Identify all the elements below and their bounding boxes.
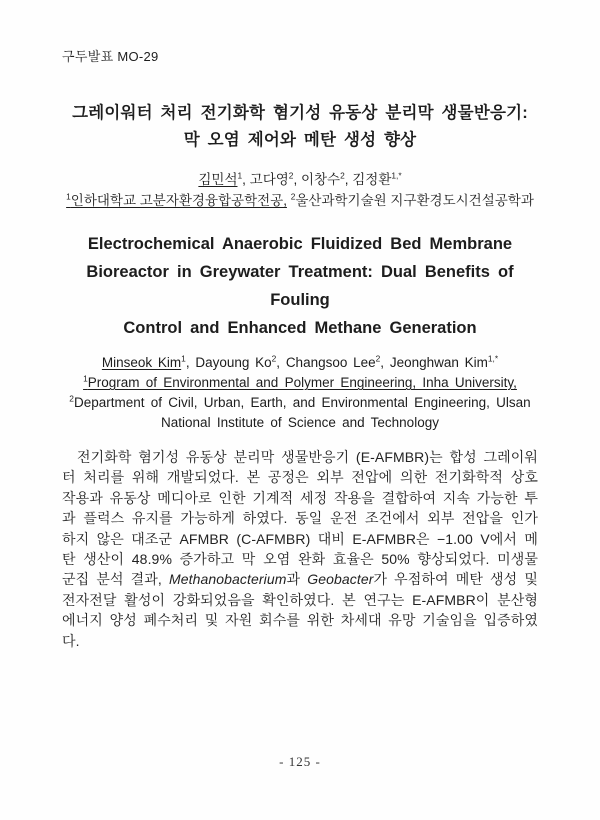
- presentation-code-label: 구두발표 MO-29: [62, 49, 159, 64]
- english-author-3: Changsoo Lee: [285, 355, 376, 370]
- korean-affiliation-2-text: 울산과학기술원 지구환경도시건설공학과: [295, 193, 534, 208]
- english-title-line2: Bioreactor in Greywater Treatment: Dual Benefits of Fouling: [86, 263, 514, 309]
- english-author-4-superscript: 1,*: [487, 353, 499, 364]
- genus-name-methanobacterium: Methanobacterium: [168, 571, 287, 588]
- abstract-text-1: 전기화학 혐기성 유동상 분리막 생물반응기 (E-AFMBR)는 합성 그레이워터 처리를 위해 개발되었다. 본 공정은 외부 전압에 의한 전기화학적 상호작용과 유동상 메디아로 인한 기계적 세정 작용을 결합하여 지속 가능한 투과 플럭스 유지를 가능하게 하였다. 동일 운전 조건에서 외부 전압을 인가하지 않은 대조군 AFMBR (C-AFMBR) 대비 E-AFMBR은 −1.00 V에서 메탄 생산이 48.9% 증가하고 막 오염 완화 효율은 50% 향상되었다. 미생물 군집 분석 결과,: [62, 449, 538, 588]
- abstract-paragraph: [62, 447, 538, 651]
- abstract-text-2: 과: [286, 571, 308, 588]
- english-title-line3: Control and Enhanced Methane Generation: [123, 319, 477, 337]
- korean-title-line1: 그레이워터 처리 전기화학 혐기성 유동상 분리막 생물반응기:: [72, 104, 528, 122]
- english-author-1-superscript: 1: [181, 353, 186, 364]
- korean-authors: [60, 171, 540, 189]
- page-number: - 125 -: [279, 754, 321, 769]
- authors-separator: ,: [380, 355, 390, 370]
- english-affiliation-2-superscript: 2: [69, 393, 74, 404]
- english-affiliation-2-text: Department of Civil, Urban, Earth, and Environmental Engineering, Ulsan National Institute of Science and Technology: [73, 395, 531, 430]
- korean-author-4-superscript: 1,*: [391, 170, 402, 181]
- authors-separator: ,: [276, 355, 286, 370]
- abstract-text-3: 가 우점하여 메탄 생성 및 전자전달 활성이 강화되었음을 확인하였다. 본 연구는 E-AFMBR이 분산형 에너지 양성 폐수처리 및 자원 회수를 위한 차세대 유망 기술임을 입증하였다.: [62, 571, 538, 649]
- authors-separator: ,: [293, 172, 301, 187]
- english-affiliation-1-text: Program of Environmental and Polymer Engineering, Inha University,: [87, 375, 517, 390]
- english-affiliations: [60, 373, 540, 433]
- english-affiliation-1-superscript: 1: [83, 373, 88, 384]
- english-affiliation-2: [60, 393, 540, 433]
- korean-affiliation-2-superscript: 2: [290, 191, 296, 202]
- korean-affiliation-1-text: 인하대학교 고분자환경융합공학전공,: [70, 193, 287, 208]
- page-content: [60, 0, 540, 651]
- authors-separator: ,: [185, 355, 196, 370]
- korean-author-3-superscript: 2: [340, 170, 345, 181]
- korean-author-2: 고다영: [249, 172, 289, 187]
- korean-author-1: 김민석: [198, 172, 238, 187]
- english-author-2: Dayoung Ko: [195, 355, 272, 370]
- english-author-4: Jeonghwan Kim: [389, 355, 488, 370]
- korean-title-line2: 막 오염 제어와 메탄 생성 향상: [183, 131, 417, 149]
- english-authors: [60, 353, 540, 373]
- korean-affiliation-2: [291, 193, 534, 208]
- english-author-1: Minseok Kim: [101, 355, 182, 370]
- authors-separator: ,: [344, 172, 353, 187]
- korean-title: [60, 100, 540, 154]
- korean-author-4: 김정환: [352, 172, 392, 187]
- english-author-3-superscript: 2: [375, 353, 381, 364]
- english-affiliation-1: [60, 373, 540, 393]
- korean-author-1-superscript: 1: [237, 170, 243, 181]
- korean-affiliation-1: [66, 193, 287, 208]
- korean-affiliation-1-superscript: 1: [66, 191, 71, 202]
- english-title: [60, 230, 540, 342]
- korean-affiliations: [60, 192, 540, 210]
- genus-name-geobacter: Geobacter: [307, 571, 374, 588]
- korean-author-2-superscript: 2: [288, 170, 294, 181]
- english-author-2-superscript: 2: [271, 353, 277, 364]
- korean-author-3: 이창수: [300, 172, 341, 187]
- authors-separator: ,: [242, 172, 250, 187]
- english-title-line1: Electrochemical Anaerobic Fluidized Bed Membrane: [87, 235, 513, 253]
